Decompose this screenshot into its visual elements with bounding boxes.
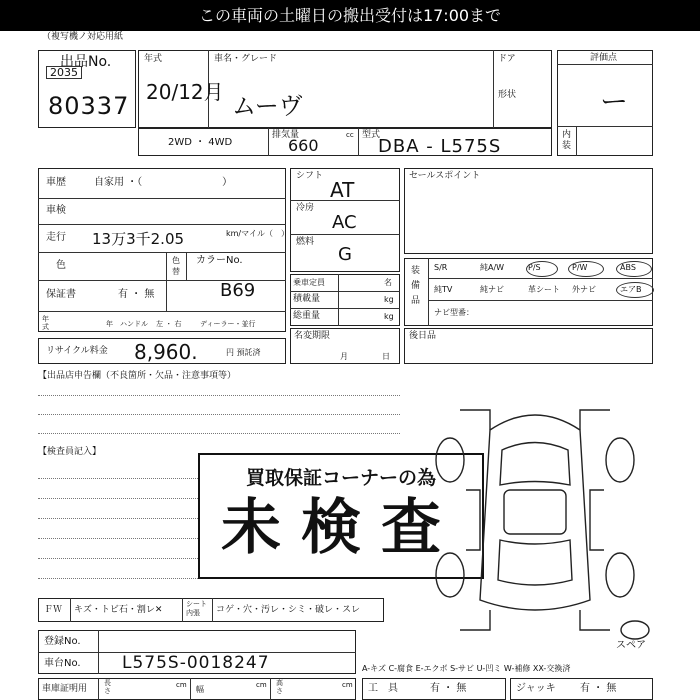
warranty-label: 保証書 bbox=[46, 289, 76, 300]
circle-pw bbox=[568, 261, 604, 277]
seat-label: シート内張 bbox=[186, 600, 207, 617]
day-unit: 日 bbox=[382, 352, 390, 361]
fuel-value: G bbox=[338, 244, 352, 265]
height-unit: cm bbox=[342, 681, 353, 689]
stamp-line-2: 未検査 bbox=[221, 493, 461, 563]
seller-notes-label: 【出品店申告欄（不良箇所・欠品・注意事項等） bbox=[38, 371, 237, 381]
tool-label: 工 具 bbox=[368, 683, 398, 694]
width-label: 幅 bbox=[196, 685, 204, 694]
navi-label: ナビ型番： bbox=[434, 308, 474, 317]
damage-legend: A-キズ C-腐食 E-エクボ S-サビ U-凹ミ W-補修 XX-交換済 bbox=[362, 664, 571, 673]
equipment-item: 純ナビ bbox=[480, 285, 504, 294]
lot-number: 80337 bbox=[48, 92, 130, 120]
chassis-value: L575S-0018247 bbox=[122, 653, 270, 673]
length-unit: cm bbox=[176, 681, 187, 689]
recycle-label: リサイクル料金 bbox=[46, 346, 108, 356]
year-value: 20/12月 bbox=[146, 80, 224, 104]
color-no-label: カラーNo. bbox=[196, 255, 243, 266]
equipment-item: 革シート bbox=[528, 285, 560, 294]
spare-label: スペア bbox=[616, 640, 646, 651]
equipment-item: 純TV bbox=[434, 285, 453, 294]
equipment-item: S/R bbox=[434, 263, 448, 272]
name-label: 車名・グレード bbox=[214, 54, 278, 64]
length-label: 長さ bbox=[104, 679, 111, 695]
arrival-label: 後日品 bbox=[409, 331, 437, 341]
handle-value: 左 ・ 右 bbox=[156, 320, 182, 328]
score-label: 評価点 bbox=[590, 53, 618, 63]
cc-unit: cc bbox=[346, 131, 354, 139]
month-unit: 月 bbox=[340, 352, 348, 361]
color-no-value: B69 bbox=[220, 280, 256, 301]
ac-label: 冷房 bbox=[296, 203, 315, 213]
equipment-label: 装備品 bbox=[411, 266, 421, 306]
fw-label: ＦＷ bbox=[44, 605, 63, 615]
cert-label: 車庫証明用 bbox=[42, 684, 88, 694]
seat-value: コゲ・穴・汚レ・シミ・破レ・スレ bbox=[216, 605, 361, 615]
score-value: ー bbox=[600, 85, 629, 118]
shape-label: 形状 bbox=[498, 90, 517, 100]
capacity-unit: 名 bbox=[384, 278, 392, 287]
total-weight-unit: kg bbox=[384, 312, 394, 321]
chassis-label: 車台No. bbox=[44, 658, 81, 669]
circle-abs bbox=[616, 261, 652, 277]
equipment-item: P/S bbox=[528, 263, 541, 272]
shift-label: シフト bbox=[296, 171, 324, 181]
recycle-unit: 円 預託済 bbox=[226, 348, 261, 357]
capacity-label: 乗車定員 bbox=[293, 278, 325, 287]
jack-value: 有 ・ 無 bbox=[580, 683, 617, 694]
color-label: 色 bbox=[56, 260, 66, 271]
cc-value: 660 bbox=[288, 136, 319, 155]
load-unit: kg bbox=[384, 295, 394, 304]
load-label: 積載量 bbox=[293, 294, 321, 304]
top-banner: この車両の土曜日の搬出受付は17:00まで bbox=[0, 0, 700, 31]
color-change-label: 色替 bbox=[172, 256, 180, 276]
mileage-label: 走行 bbox=[46, 232, 66, 243]
fw-value: キズ・トビ石・割レ✕ bbox=[74, 605, 163, 615]
year-unit: 年 bbox=[106, 320, 113, 328]
form-note: （複写機ノ対応用紙 bbox=[42, 32, 124, 42]
lot-label: 出品No. bbox=[60, 54, 112, 70]
inspection-label: 車検 bbox=[46, 205, 66, 216]
ac-value: AC bbox=[332, 212, 357, 233]
history-label: 車歴 bbox=[46, 177, 66, 188]
equipment-item: 外ナビ bbox=[572, 285, 596, 294]
inspector-label: 【検査員記入】 bbox=[38, 447, 102, 457]
total-weight-label: 総重量 bbox=[293, 311, 321, 321]
door-label: ドア bbox=[498, 54, 516, 64]
shift-value: AT bbox=[330, 178, 355, 202]
arrival-box bbox=[404, 328, 653, 364]
cc-label: 排気量 bbox=[272, 130, 300, 140]
equipment-item: P/W bbox=[572, 263, 588, 272]
registration-label: 名変期限 bbox=[294, 331, 331, 341]
equipment-item: エアB bbox=[620, 285, 642, 294]
width-unit: cm bbox=[256, 681, 267, 689]
height-label: 高さ bbox=[276, 679, 283, 695]
car-diagram bbox=[420, 390, 650, 640]
equipment-item: ABS bbox=[620, 263, 636, 272]
interior-label: 内装 bbox=[562, 130, 572, 151]
circle-ps bbox=[526, 261, 558, 277]
history-box bbox=[38, 168, 286, 332]
history-value: 自家用 ・（ ） bbox=[94, 177, 233, 188]
mileage-unit: km/マイル（ ） bbox=[226, 229, 289, 238]
jack-label: ジャッキ bbox=[516, 683, 556, 694]
model-value: DBA - L575S bbox=[378, 136, 502, 157]
year-type-label: 年式 bbox=[42, 315, 49, 331]
drive-label: 2WD ・ 4WD bbox=[168, 137, 233, 148]
recycle-value: 8,960. bbox=[134, 340, 198, 364]
stamp-line-1: 買取保証コーナーの為 bbox=[245, 467, 436, 489]
reg-no-label: 登録No. bbox=[44, 636, 81, 647]
name-value: ムーヴ bbox=[232, 92, 303, 120]
dealer-label: ディーラー・並行 bbox=[200, 320, 256, 328]
model-label: 型式 bbox=[362, 130, 381, 140]
mileage-value: 13万3千2.05 bbox=[92, 230, 185, 248]
equipment-item: 純A/W bbox=[480, 263, 505, 272]
warranty-value: 有 ・ 無 bbox=[118, 289, 155, 300]
handle-label: ハンドル bbox=[120, 320, 148, 328]
tool-value: 有 ・ 無 bbox=[430, 683, 467, 694]
fuel-label: 燃料 bbox=[296, 237, 315, 247]
circle-airbag bbox=[616, 282, 654, 298]
lot-stamp: 2035 bbox=[46, 66, 82, 79]
sales-point-label: セールスポイント bbox=[409, 171, 481, 181]
year-label: 年式 bbox=[144, 54, 163, 64]
